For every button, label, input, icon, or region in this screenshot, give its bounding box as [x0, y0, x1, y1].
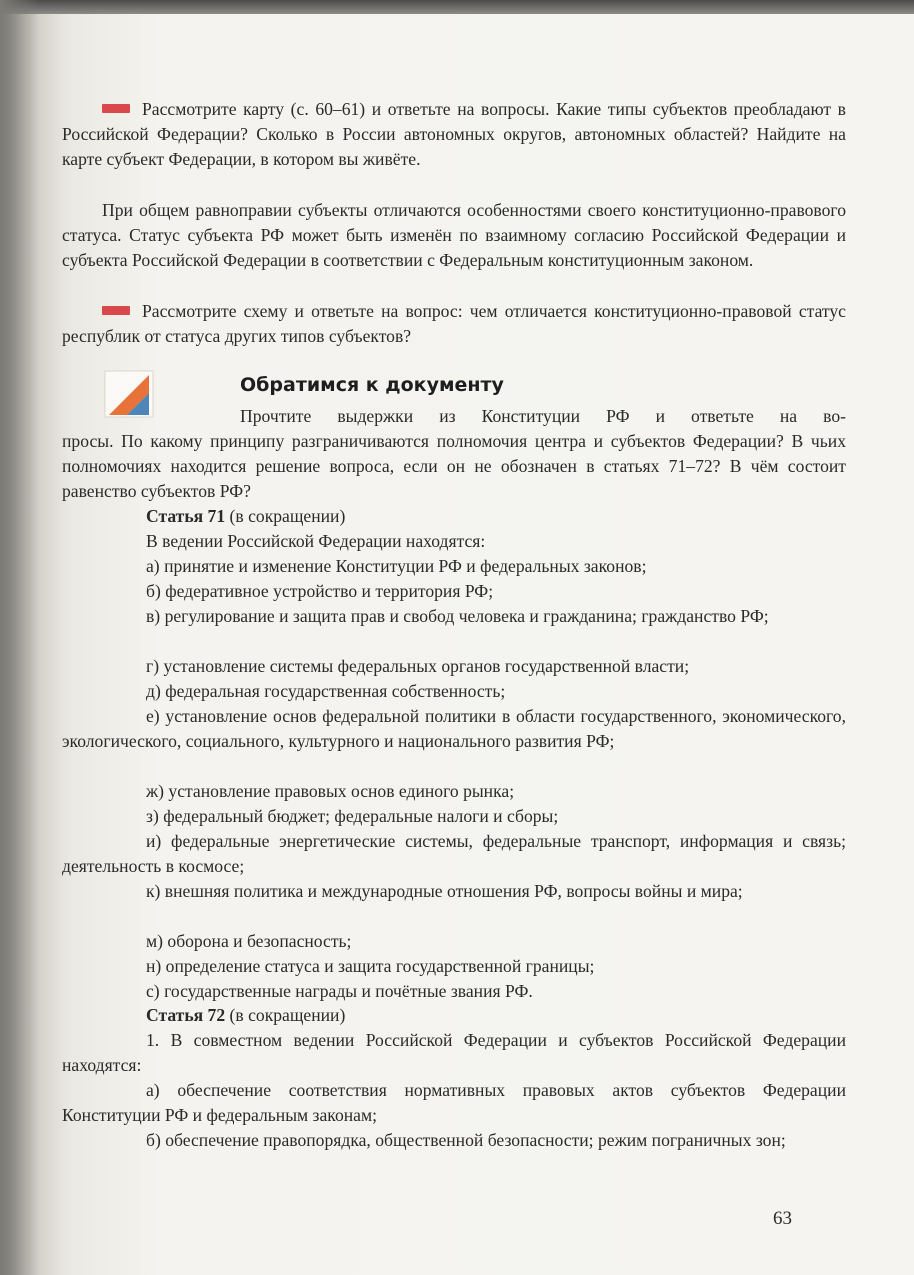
document-intro-first-line: Прочтите выдержки из Конституции РФ и ответьте на во-	[240, 406, 846, 426]
document-intro: просы. По какому принципу разграничиваются полномочия центра и субъектов Федерации? В чьих полномочиях находится решение вопроса, если он не обозначен в статьях 71–72? В чём состоит равенство субъектов РФ?	[62, 431, 846, 502]
article-71-item: с) государственные награды и почётные звания РФ.	[146, 981, 533, 1001]
article-72-item: б) обеспечение правопорядка, общественной безопасности; режим пограничных зон;	[146, 1130, 786, 1150]
task-paragraph-scheme: Рассмотрите схему и ответьте на вопрос: чем отличается конституционно-правовой статус республик от статуса других типов субъектов?	[62, 301, 846, 347]
task-paragraph-map: Рассмотрите карту (с. 60–61) и ответьте на вопросы. Какие типы субъектов преобладают в Российской Федерации? Сколько в России автономных округов, автономных областей? Найдите на карте субъект Федерации, в котором вы живёте.	[62, 99, 846, 170]
task-marker-icon	[102, 306, 130, 315]
body-paragraph-status: При общем равноправии субъекты отличаются особенностями своего конституционно-правового статуса. Статус субъекта РФ может быть изменён по взаимному согласию Российской Федерации и субъекта Российской Федерации в соответствии с Федеральным конституционным законом.	[62, 200, 846, 271]
article-71-item: в) регулирование и защита прав и свобод человека и гражданина; гражданство РФ;	[146, 606, 769, 626]
article-71-lead: В ведении Российской Федерации находятся:	[146, 531, 486, 551]
page-binding-shadow	[0, 0, 40, 1275]
article-71-item: и) федеральные энергетические системы, федеральные транспорт, информация и связь; деятельность в космосе;	[62, 831, 846, 877]
article-71-item: б) федеративное устройство и территория РФ;	[146, 581, 494, 601]
document-icon	[103, 369, 155, 419]
article-71-item: а) принятие и изменение Конституции РФ и федеральных законов;	[146, 556, 647, 576]
article-72-title: Статья 72	[146, 1005, 226, 1025]
document-heading: Обратимся к документу	[240, 374, 504, 396]
article-71-item: ж) установление правовых основ единого рынка;	[146, 781, 515, 801]
article-71-note: (в сокращении)	[229, 506, 346, 526]
article-72-item: а) обеспечение соответствия нормативных правовых актов субъектов Федерации Конституции РФ и федеральным законам;	[62, 1080, 846, 1126]
article-71-header	[62, 504, 846, 529]
article-71-item: д) федеральная государственная собственность;	[146, 681, 506, 701]
page-number: 63	[773, 1208, 792, 1229]
article-71-item: з) федеральный бюджет; федеральные налоги и сборы;	[146, 806, 559, 826]
article-71-item: м) оборона и безопасность;	[146, 931, 352, 951]
article-72-note: (в сокращении)	[229, 1005, 346, 1025]
scan-top-edge	[0, 0, 914, 14]
article-71-title: Статья 71	[146, 506, 226, 526]
article-71-item: н) определение статуса и защита государственной границы;	[146, 956, 595, 976]
article-71-item: к) внешняя политика и международные отношения РФ, вопросы войны и мира;	[146, 881, 743, 901]
task-marker-icon	[102, 104, 130, 113]
article-71-item: е) установление основ федеральной политики в области государственного, экономического, экологического, социального, культурного и национального развития РФ;	[62, 706, 846, 752]
article-72-header	[62, 1003, 846, 1028]
article-72-lead: 1. В совместном ведении Российской Федерации и субъектов Российской Федерации находятся:	[62, 1030, 846, 1076]
article-71-item: г) установление системы федеральных органов государственной власти;	[146, 656, 690, 676]
